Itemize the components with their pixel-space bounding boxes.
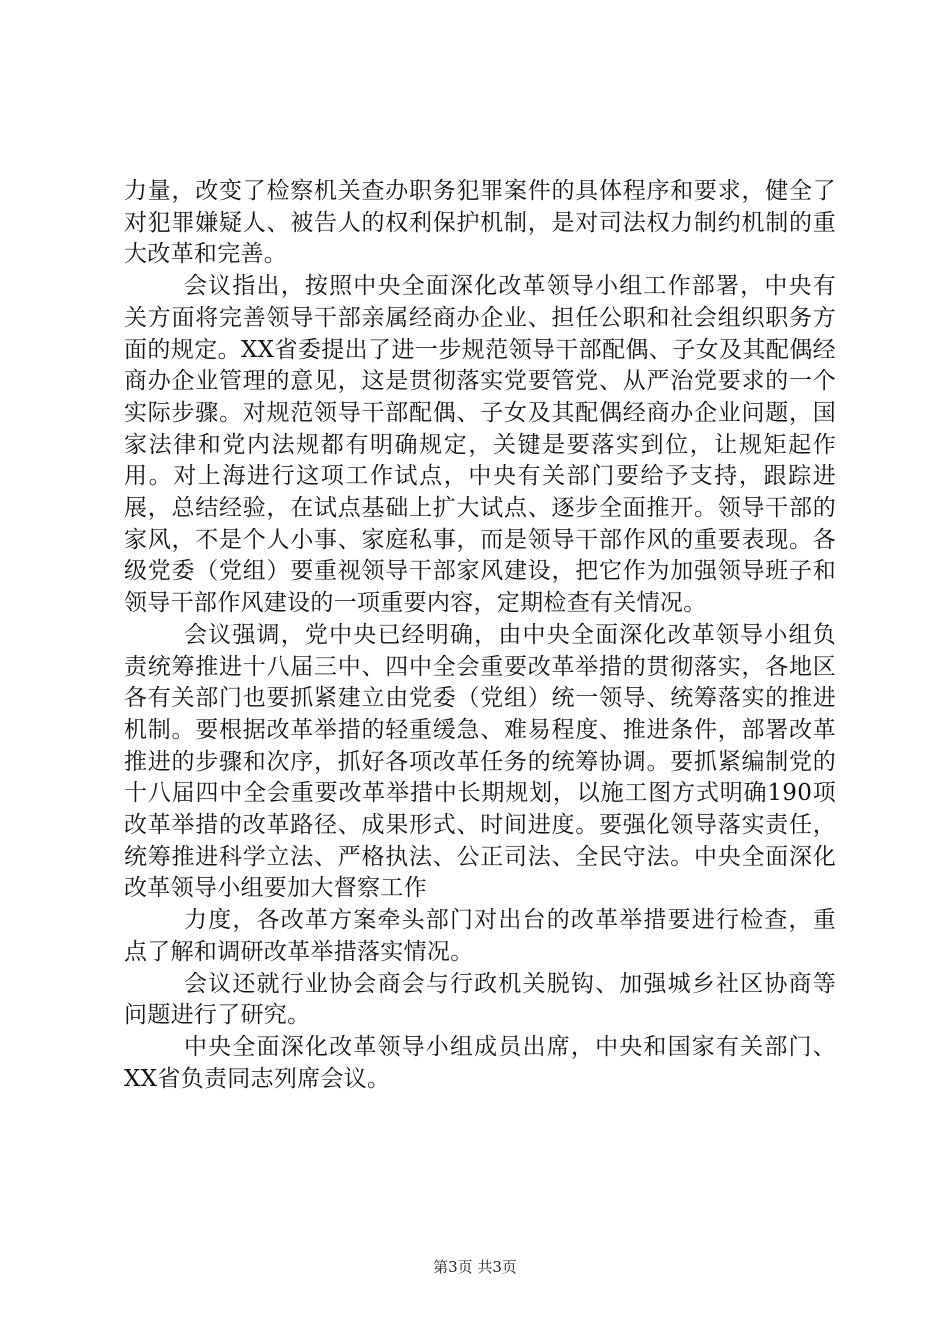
paragraph-5: 会议还就行业协会商会与行政机关脱钩、加强城乡社区协商等问题进行了研究。 — [124, 970, 836, 1029]
paragraph-1: 力量，改变了检察机关查办职务犯罪案件的具体程序和要求，健全了对犯罪嫌疑人、被告人的权利保护机制，是对司法权力制约机制的重大改革和完善。 — [124, 178, 836, 268]
paragraph-3: 会议强调，党中央已经明确，由中央全面深化改革领导小组负责统筹推进十八届三中、四中全会重要改革举措的贯彻落实，各地区各有关部门也要抓紧建立由党委（党组）统一领导、统筹落实的推进机制。要根据改革举措的轻重缓急、难易程度、推进条件，部署改革推进的步骤和次序，抓好各项改革任务的统筹协调。要抓紧编制党的十八届四中全会重要改革举措中长期规划，以施工图方式明确190项改革举措的改革路径、成果形式、时间进度。要强化领导落实责任，统筹推进科学立法、严格执法、公正司法、全民守法。中央全面深化改革领导小组要加大督察工作 — [124, 621, 836, 902]
paragraph-2: 会议指出，按照中央全面深化改革领导小组工作部署，中央有关方面将完善领导干部亲属经商办企业、担任公职和社会组织职务方面的规定。XX省委提出了进一步规范领导干部配偶、子女及其配偶经商办企业管理的意见，这是贯彻落实党要管党、从严治党要求的一个实际步骤。对规范领导干部配偶、子女及其配偶经商办企业问题，国家法律和党内法规都有明确规定，关键是要落实到位，让规矩起作用。对上海进行这项工作试点，中央有关部门要给予支持，跟踪进展，总结经验，在试点基础上扩大试点、逐步全面推开。领导干部的家风，不是个人小事、家庭私事，而是领导干部作风的重要表现。各级党委（党组）要重视领导干部家风建设，把它作为加强领导班子和领导干部作风建设的一项重要内容，定期检查有关情况。 — [124, 273, 836, 617]
page-number-footer: 第3页 共3页 — [433, 1258, 517, 1276]
paragraph-6: 中央全面深化改革领导小组成员出席，中央和国家有关部门、XX省负责同志列席会议。 — [124, 1033, 836, 1092]
paragraph-4: 力度，各改革方案牵头部门对出台的改革举措要进行检查，重点了解和调研改革举措落实情况。 — [124, 907, 836, 965]
document-body — [124, 176, 836, 1095]
